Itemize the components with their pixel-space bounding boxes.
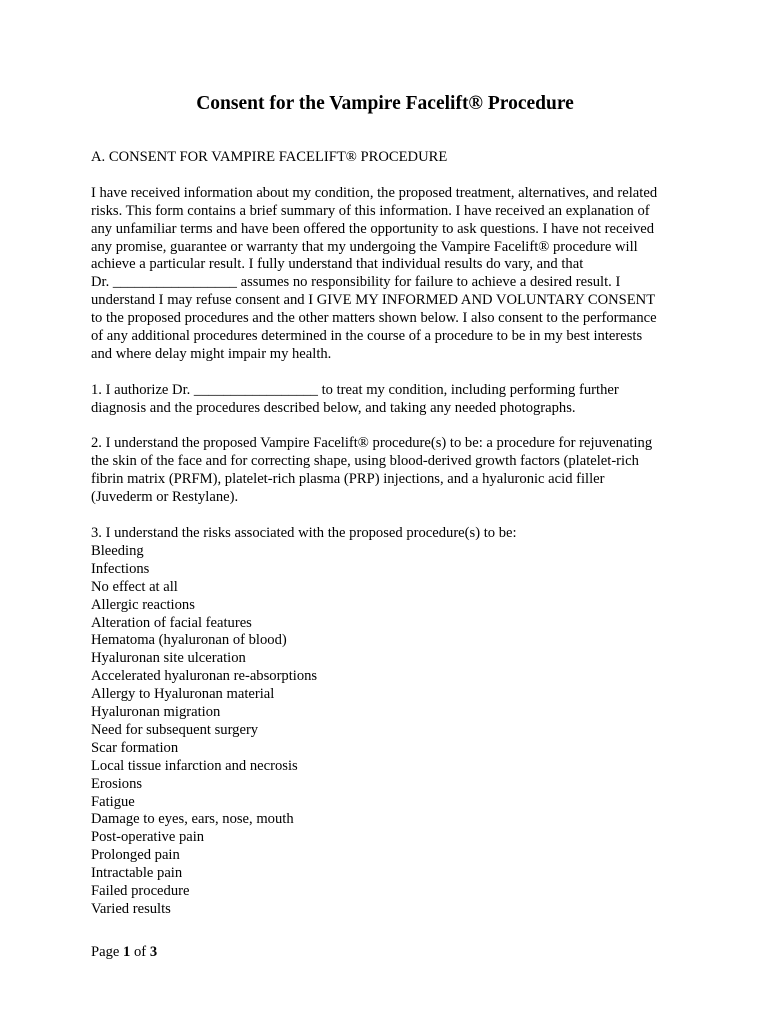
item-1-paragraph <box>91 382 691 418</box>
paragraph-gap <box>91 364 691 382</box>
item-2-line: 2. I understand the proposed Vampire Facelift® procedure(s) to be: a procedure for rejuvenating <box>91 435 653 452</box>
risk-item: Damage to eyes, ears, nose, mouth <box>91 811 294 828</box>
intro-line: any promise, guarantee or warranty that my undergoing the Vampire Facelift® procedure will <box>91 238 638 255</box>
risk-item: Infections <box>91 560 150 577</box>
risk-item: Alteration of facial features <box>91 614 252 631</box>
intro-paragraph <box>91 185 691 364</box>
paragraph-gap <box>91 167 691 185</box>
document-title: Consent for the Vampire Facelift® Procedure <box>196 93 574 114</box>
page-total: 3 <box>149 944 158 960</box>
risk-item: Hyaluronan site ulceration <box>91 650 246 667</box>
risk-item: Scar formation <box>91 739 179 756</box>
risk-item: Bleeding <box>91 542 144 559</box>
of-word: of <box>133 944 147 960</box>
item-2-line: the skin of the face and for correcting shape, using blood-derived growth factors (platelet-rich <box>91 453 639 470</box>
document-body <box>91 149 691 919</box>
risk-item: Varied results <box>91 901 171 917</box>
risk-item: No effect at all <box>91 578 178 595</box>
paragraph-gap <box>91 418 691 436</box>
risk-item: Intractable pain <box>91 865 183 882</box>
risk-item: Local tissue infarction and necrosis <box>91 757 298 774</box>
risk-item: Allergic reactions <box>91 596 195 613</box>
item-3-heading: 3. I understand the risks associated with the proposed procedure(s) to be: <box>91 524 517 541</box>
risk-item: Accelerated hyaluronan re-absorptions <box>91 668 318 685</box>
risk-item: Fatigue <box>91 793 135 810</box>
intro-line: and where delay might impair my health. <box>91 345 332 362</box>
intro-line: of any additional procedures determined in the course of a procedure to be in my best interests <box>91 328 643 345</box>
item-2-line: (Juvederm or Restylane). <box>91 489 239 506</box>
intro-line: risks. This form contains a brief summary of this information. I have received an explanation of <box>91 202 650 219</box>
risk-item: Prolonged pain <box>91 847 180 864</box>
intro-line: understand I may refuse consent and I GIVE MY INFORMED AND VOLUNTARY CONSENT <box>91 292 656 309</box>
risk-item: Failed procedure <box>91 883 190 900</box>
intro-line: Dr. _________________ assumes no responsibility for failure to achieve a desired result. I <box>91 274 621 291</box>
intro-line: achieve a particular result. I fully understand that individual results do vary, and that <box>91 256 584 273</box>
paragraph-gap <box>91 507 691 525</box>
intro-line: to the proposed procedures and the other matters shown below. I also consent to the performance <box>91 310 657 327</box>
risk-item: Hematoma (hyaluronan of blood) <box>91 632 287 649</box>
item-1-line: diagnosis and the procedures described below, and taking any needed photographs. <box>91 399 576 416</box>
risk-item: Post-operative pain <box>91 829 205 846</box>
risk-item: Need for subsequent surgery <box>91 721 259 738</box>
risk-list <box>91 543 691 919</box>
page-current: 1 <box>123 944 131 960</box>
item-1-line: 1. I authorize Dr. _________________ to treat my condition, including performing further <box>91 381 619 398</box>
risk-item: Allergy to Hyaluronan material <box>91 686 275 703</box>
page-number <box>91 944 157 962</box>
intro-line: I have received information about my condition, the proposed treatment, alternatives, and related <box>91 184 658 201</box>
section-heading: A. CONSENT FOR VAMPIRE FACELIFT® PROCEDURE <box>91 149 448 165</box>
item-2-paragraph <box>91 435 691 507</box>
page-word: Page <box>91 944 120 960</box>
item-2-line: fibrin matrix (PRFM), platelet-rich plasma (PRP) injections, and a hyaluronic acid filler <box>91 471 605 488</box>
intro-line: any unfamiliar terms and have been offered the opportunity to ask questions. I have not received <box>91 220 655 237</box>
risk-item: Erosions <box>91 775 143 792</box>
risk-item: Hyaluronan migration <box>91 704 221 721</box>
